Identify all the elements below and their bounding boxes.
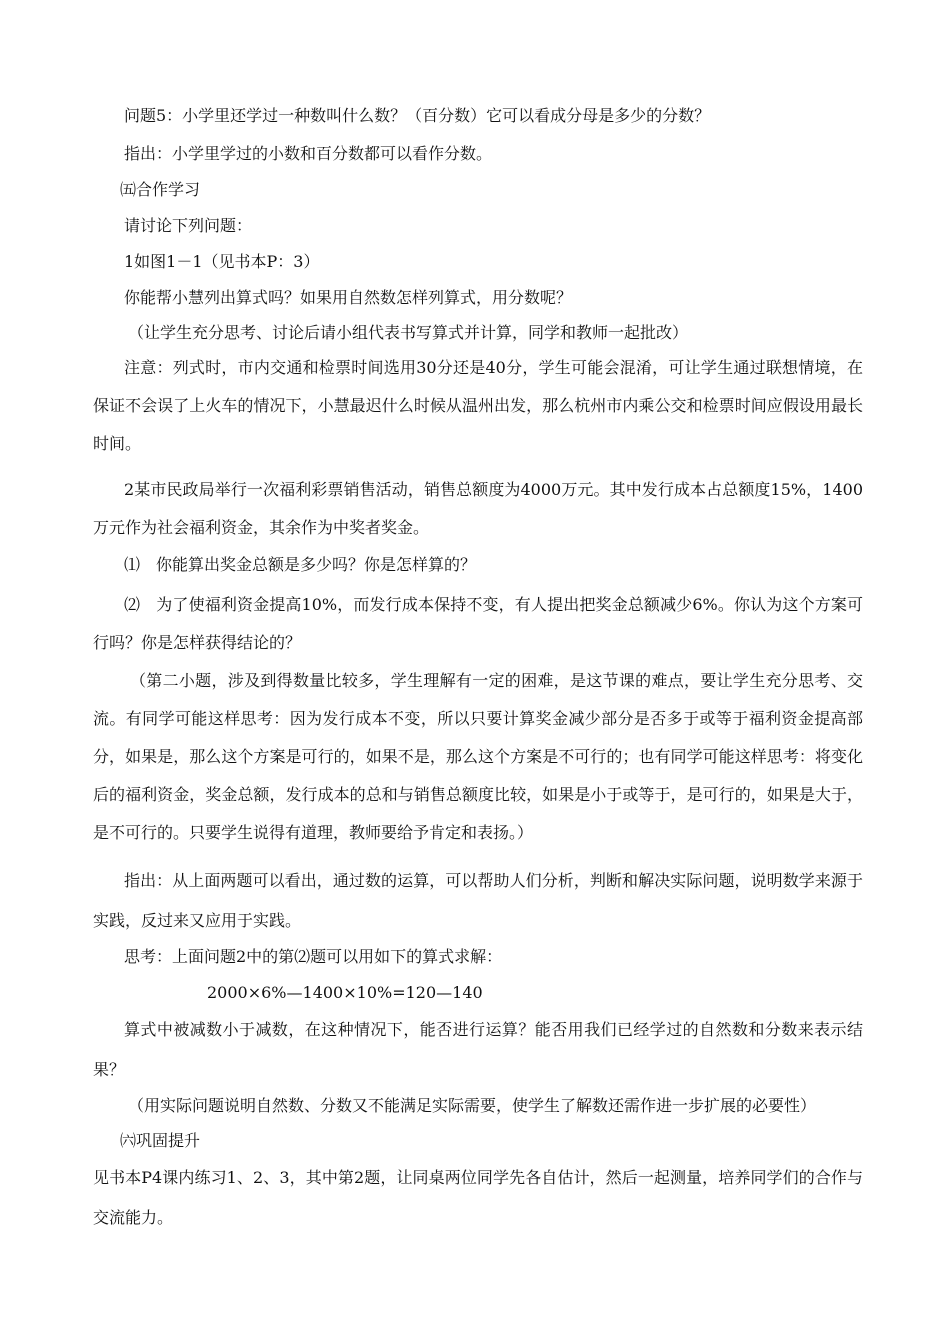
teacher-note-1: （让学生充分思考、讨论后请小组代表书写算式并计算，同学和教师一起批改） [128,323,689,342]
teacher-note-3: （用实际问题说明自然数、分数又不能满足实际需要，使学生了解数还需作进一步扩展的必要性） [128,1096,817,1115]
problem-2-sub-1: ⑴ 你能算出奖金总额是多少吗？你是怎样算的？ [124,555,477,574]
question-paragraph: 算式中被减数小于减数，在这种情况下，能否进行运算？能否用我们已经学过的自然数和分数来表示结果？ [93,1020,863,1079]
teacher-note-2: （第二小题，涉及到得数量比较多，学生理解有一定的困难，是这节课的难点，要让学生充分思考、交流。有同学可能这样思考：因为发行成本不变，所以只要计算奖金减少部分是否多于或等于福利资金提高部分，如果是，那么这个方案是可行的，如果不是，那么这个方案是不可行的；也有同学可能这样思考：将变化后的福利资金，奖金总额，发行成本的总和与销售总额度比较，如果是小于或等于，是可行的，如果是大于，是不可行的。只要学生说得有道理，教师要给予肯定和表扬。） [93,671,863,842]
problem-2-paragraph: 2某市民政局举行一次福利彩票销售活动，销售总额度为4000万元。其中发行成本占总额度15%，1400万元作为社会福利资金，其余作为中奖者奖金。 [93,480,863,537]
formula: 2000×6%—1400×10%=120—140 [207,983,483,1002]
discussion-prompt: 请讨论下列问题： [124,216,253,235]
attention-paragraph: 注意：列式时，市内交通和检票时间选用30分还是40分，学生可能会混淆，可让学生通过联想情境，在保证不会误了上火车的情况下，小慧最迟什么时候从温州出发，那么杭州市内乘公交和检票时间应假设用最长时间。 [93,358,863,453]
problem-1-heading: 1如图1－1（见书本P：3） [124,252,320,271]
note-math-practice: 指出：从上面两题可以看出，通过数的运算，可以帮助人们分析，判断和解决实际问题，说明数学来源于实践，反过来又应用于实践。 [93,871,863,930]
section-cooperative-learning: ㈤合作学习 [120,180,201,199]
section-consolidation: ㈥巩固提升 [120,1131,201,1150]
problem-2-sub-2: ⑵ 为了使福利资金提高10%，而发行成本保持不变，有人提出把奖金总额减少6%。你认为这个方案可行吗？你是怎样获得结论的？ [93,595,863,652]
problem-1-question: 你能帮小慧列出算式吗？如果用自然数怎样列算式，用分数呢？ [124,288,573,307]
question-5: 问题5：小学里还学过一种数叫什么数？（百分数）它可以看成分母是多少的分数？ [124,106,711,125]
think-prompt: 思考：上面问题2中的第⑵题可以用如下的算式求解： [124,947,503,966]
note-decimals-percent: 指出：小学里学过的小数和百分数都可以看作分数。 [124,144,493,163]
practice-paragraph: 见书本P4课内练习1、2、3，其中第2题，让同桌两位同学先各自估计，然后一起测量，培养同学们的合作与交流能力。 [93,1168,863,1227]
